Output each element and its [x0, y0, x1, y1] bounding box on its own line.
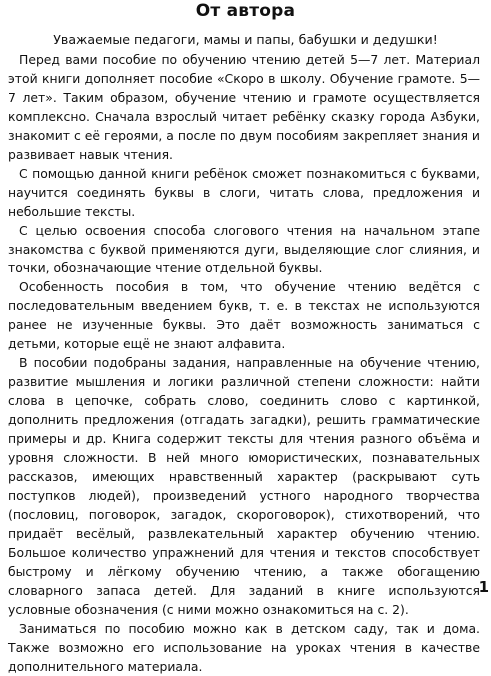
paragraph-purpose: С помощью данной книги ребёнок сможет познакомиться с буквами, научится соединять буквы в слоги, читать слова, предложения и небольшие тексты.	[8, 165, 480, 219]
paragraph-method: С целью освоения способа слогового чтения на начальном этапе знакомства с буквой применяются дуги, выделяющие слог слияния, и точки, обозначающие чтение отдельной буквы.	[8, 222, 480, 276]
paragraph-usage: Заниматься по пособию можно как в детском саду, так и дома. Также возможно его использование на уроках чтения в качестве дополнительного материала.	[8, 620, 480, 674]
page-title: От автора	[195, 1, 296, 21]
page-number: 1	[478, 578, 489, 596]
paragraph-tasks: В пособии подобраны задания, направленные на обучение чтению, развитие мышления и логики различной степени сложности: найти слова в цепочке, собрать слово, соединить слово с картинкой, дополнить предложения (отгадать загадки), решить грамматические примеры и др. Книга содержит тексты для чтения разного объёма и уровня сложности. В ней много юмористических, познавательных рассказов, имеющих нравственный характер (раскрывают суть поступков людей), произведений устного народного творчества (пословиц, поговорок, загадок, скороговорок), стихотворений, что придаёт весёлый, развлекательный характер обучению чтению. Большое количество упражнений для чтения и текстов способствует быстрому и лёгкому обучению чтению, а также обогащению словарного запаса детей. Для заданий в книге используются условные обозначения (с ними можно ознакомиться на с. 2).	[8, 355, 480, 617]
paragraph-intro: Перед вами пособие по обучению чтению детей 5—7 лет. Материал этой книги дополняет пособие «Скоро в школу. Обучение грамоте. 5—7 лет». Таким образом, обучение чтению и грамоте осуществляется комплексно. Сначала взрослый читает ребёнку сказку города Азбуки, знакомит с её героями, а после по двум пособиям закрепляет знания и развивает навык чтения.	[8, 52, 480, 162]
body-text	[8, 51, 480, 676]
paragraph-feature: Особенность пособия в том, что обучение чтению ведётся с последовательным введением букв, т. е. в текстах не используются ранее не изученные буквы. Это даёт возможность заниматься с детьми, которые ещё не знают алфавита.	[8, 279, 480, 352]
greeting-line: Уважаемые педагоги, мамы и папы, бабушки и дедушки!	[53, 32, 438, 47]
